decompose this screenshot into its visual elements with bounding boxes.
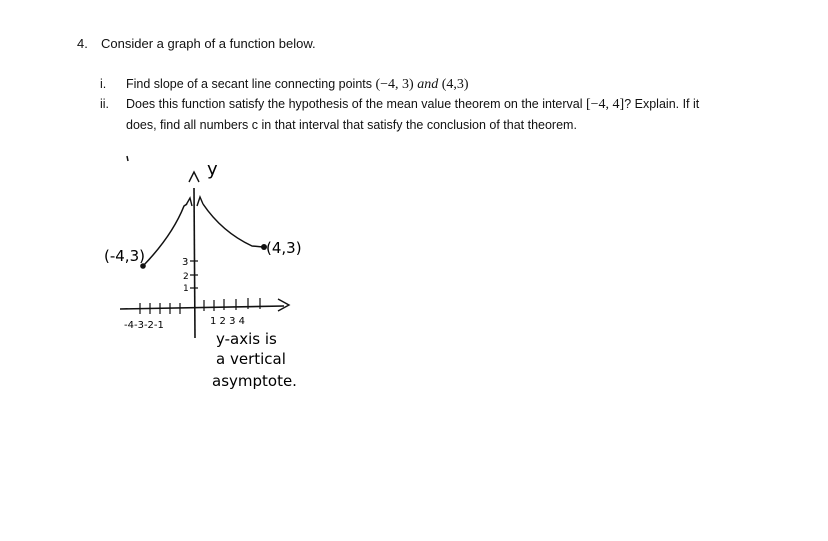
spike-left <box>186 198 192 206</box>
subquestion-text-c: does, find all numbers c in that interval that satisfy the conclusion of that theorem. <box>126 118 577 132</box>
question-title: Consider a graph of a function below. <box>101 36 316 51</box>
y-axis-line <box>194 188 195 338</box>
asymptote-note-line-1: y-axis is <box>216 330 277 348</box>
spike-right <box>197 197 203 206</box>
subquestion-i <box>100 74 469 95</box>
point-left-label: (-4,3) <box>104 247 145 265</box>
y-tick-3: 3 <box>182 257 189 268</box>
hand-drawn-graph <box>90 148 350 408</box>
asymptote-note-line-3: asymptote. <box>212 372 297 390</box>
subquestion-text-a: Does this function satisfy the hypothesis of the mean value theorem on the interval <box>126 97 586 111</box>
point-left-math: (−4, 3) <box>375 77 418 92</box>
subquestion-text-b: ? Explain. If it <box>624 97 700 111</box>
subquestion-ii <box>100 94 800 135</box>
math-and: and <box>417 77 439 92</box>
point-right-math: (4,3) <box>438 77 469 92</box>
asymptote-note-line-2: a vertical <box>216 350 286 368</box>
stray-mark <box>127 156 128 161</box>
subquestion-numeral: i. <box>100 77 107 91</box>
question-header <box>77 36 316 51</box>
subquestion-text: Find slope of a secant line connecting points <box>126 77 376 91</box>
question-number: 4. <box>77 36 88 51</box>
curve-left-branch <box>143 204 187 266</box>
y-tick-2: 2 <box>183 272 189 282</box>
point-right-label: (4,3) <box>266 239 302 257</box>
subquestion-numeral: ii. <box>100 97 110 111</box>
x-ticks-positive: 1 2 3 4 <box>210 316 245 327</box>
curve-right-branch <box>203 204 263 247</box>
x-ticks-negative: -4-3-2-1 <box>124 320 164 331</box>
x-axis-arrow-icon <box>278 299 289 311</box>
y-axis-arrow-icon <box>189 172 199 182</box>
y-axis-label: y <box>207 159 218 180</box>
y-tick-1: 1 <box>183 284 189 294</box>
interval-math: [−4, 4] <box>585 97 625 112</box>
